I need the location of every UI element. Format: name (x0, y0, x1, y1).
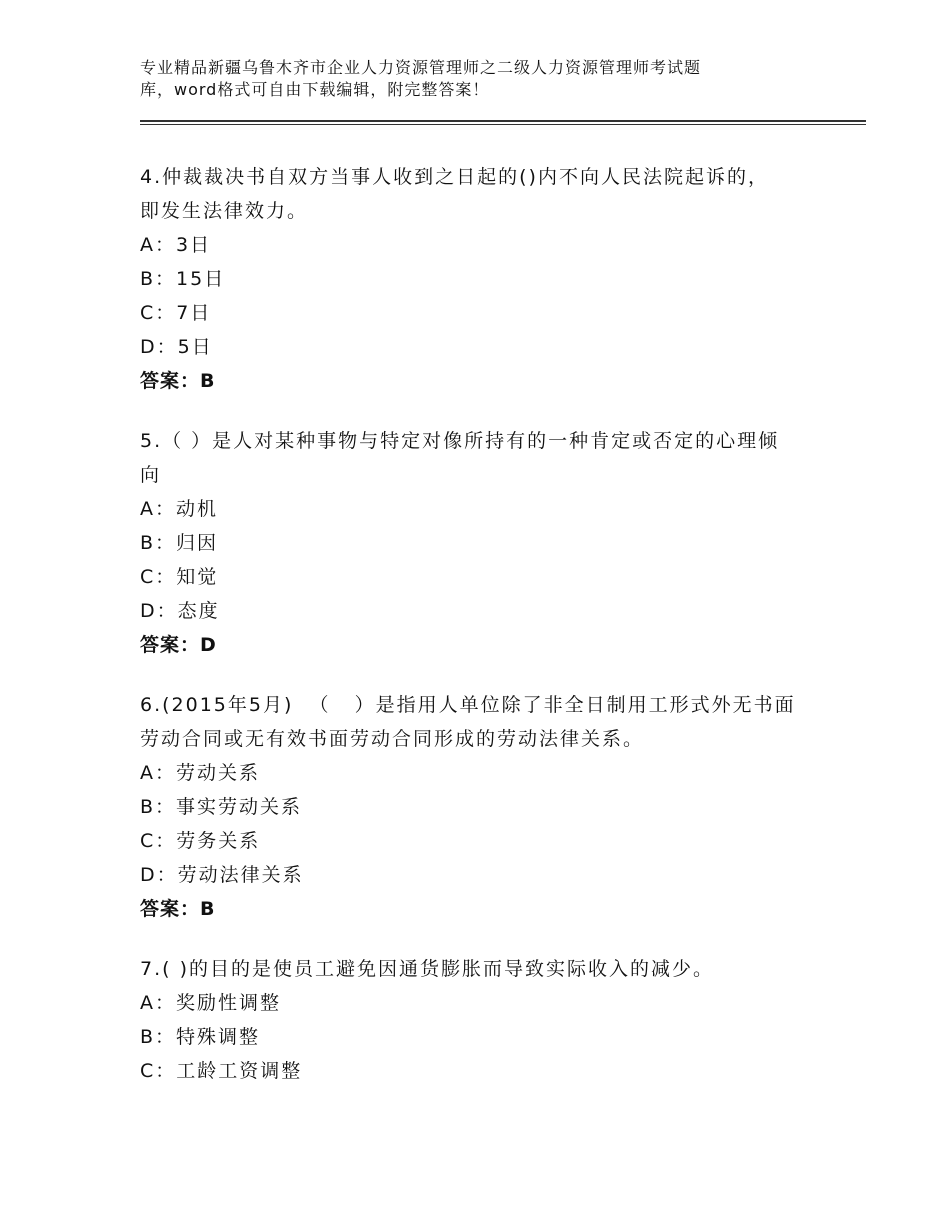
answer-key: 答案：D (140, 634, 217, 656)
question-stem-continued: 向 (140, 464, 162, 486)
question-stem: 4.仲裁裁决书自双方当事人收到之日起的()内不向人民法院起诉的， (140, 166, 769, 188)
option-a: A：3日 (140, 234, 212, 256)
option-a: A：动机 (140, 498, 218, 520)
option-c: C：劳务关系 (140, 830, 261, 852)
option-b: B：事实劳动关系 (140, 796, 303, 818)
option-c: C：7日 (140, 302, 212, 324)
question-stem: 7.( )的目的是使员工避免因通货膨胀而导致实际收入的减少。 (140, 958, 714, 980)
question-list (140, 160, 820, 1114)
header-line-1: 专业精品新疆乌鲁木齐市企业人力资源管理师之二级人力资源管理师考试题 (140, 58, 702, 77)
question-4 (140, 160, 820, 398)
option-d: D：5日 (140, 336, 213, 358)
option-a: A：奖励性调整 (140, 992, 281, 1014)
question-6 (140, 688, 820, 926)
answer-key: 答案：B (140, 370, 216, 392)
question-stem-continued: 即发生法律效力。 (140, 200, 309, 222)
option-d: D：劳动法律关系 (140, 864, 304, 886)
option-b: B：特殊调整 (140, 1026, 261, 1048)
question-stem-continued: 劳动合同或无有效书面劳动合同形成的劳动法律关系。 (140, 728, 645, 750)
question-stem: 6.(2015年5月) （ ）是指用人单位除了非全日制用工形式外无书面 (140, 694, 796, 716)
option-b: B：归因 (140, 532, 219, 554)
header-divider (140, 120, 866, 125)
option-b: B：15日 (140, 268, 226, 290)
question-5 (140, 424, 820, 662)
question-7 (140, 952, 820, 1088)
option-a: A：劳动关系 (140, 762, 260, 784)
question-stem: 5.（ ）是人对某种事物与特定对像所持有的一种肯定或否定的心理倾 (140, 430, 780, 452)
option-c: C：工龄工资调整 (140, 1060, 303, 1082)
option-c: C：知觉 (140, 566, 219, 588)
answer-key: 答案：B (140, 898, 216, 920)
header-line-2: 库，word格式可自由下载编辑，附完整答案！ (140, 80, 490, 99)
option-d: D：态度 (140, 600, 220, 622)
document-header (140, 57, 780, 101)
